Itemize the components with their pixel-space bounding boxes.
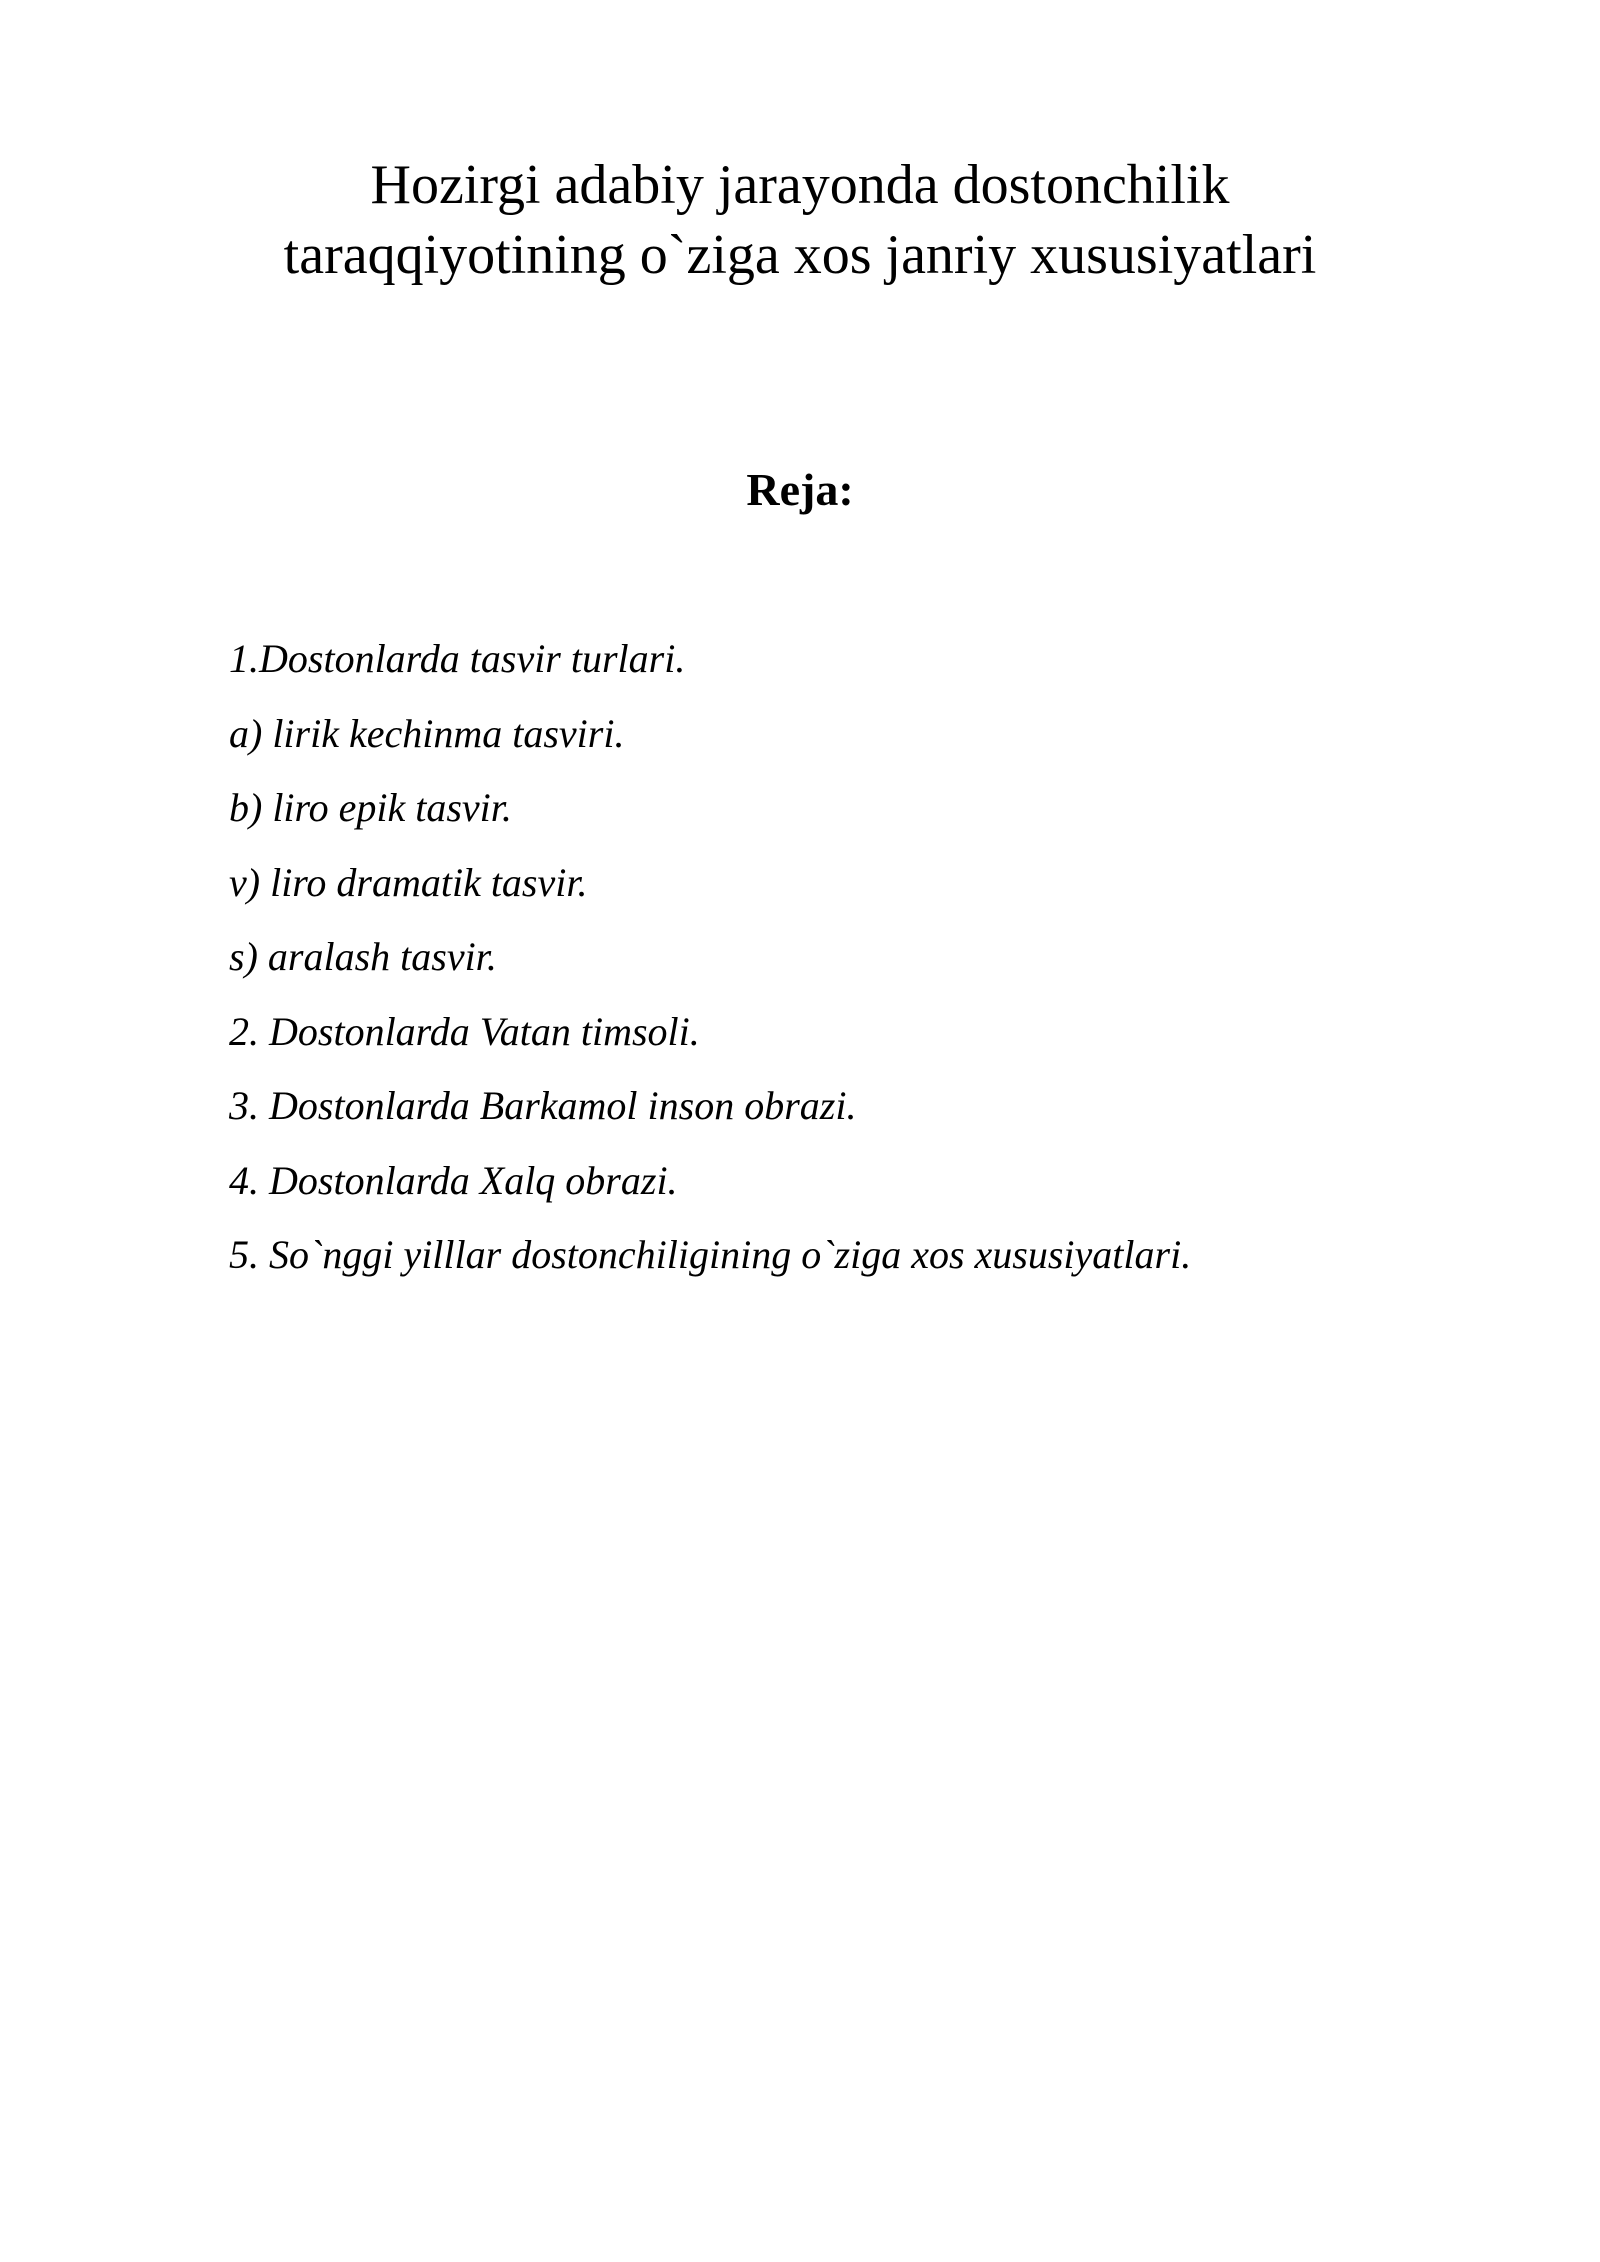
plan-item-3: 3. Dostonlarda Barkamol inson obrazi.	[229, 1083, 857, 1128]
plan-heading: Reja:	[746, 464, 854, 515]
plan-item-1b: b) liro epik tasvir.	[229, 785, 512, 830]
document-title	[0, 150, 1600, 290]
plan-item-1: 1.Dostonlarda tasvir turlari.	[229, 636, 686, 681]
plan-item-5: 5. So`nggi yilllar dostonchiligining o`ziga xos xususiyatlari.	[229, 1232, 1192, 1277]
title-line-1: Hozirgi adabiy jarayonda dostonchilik	[370, 154, 1230, 216]
title-line-2: taraqqiyotining o`ziga xos janriy xususiyatlari	[283, 224, 1317, 286]
plan-item-1v: v) liro dramatik tasvir.	[229, 859, 588, 905]
plan-item-2: 2. Dostonlarda Vatan timsoli.	[229, 1008, 700, 1054]
plan-list	[229, 630, 1191, 1301]
plan-item-1a: a) lirik kechinma tasviri.	[229, 710, 625, 756]
plan-item-1s: s) aralash tasvir.	[229, 934, 497, 979]
plan-item-4: 4. Dostonlarda Xalq obrazi.	[229, 1157, 678, 1203]
